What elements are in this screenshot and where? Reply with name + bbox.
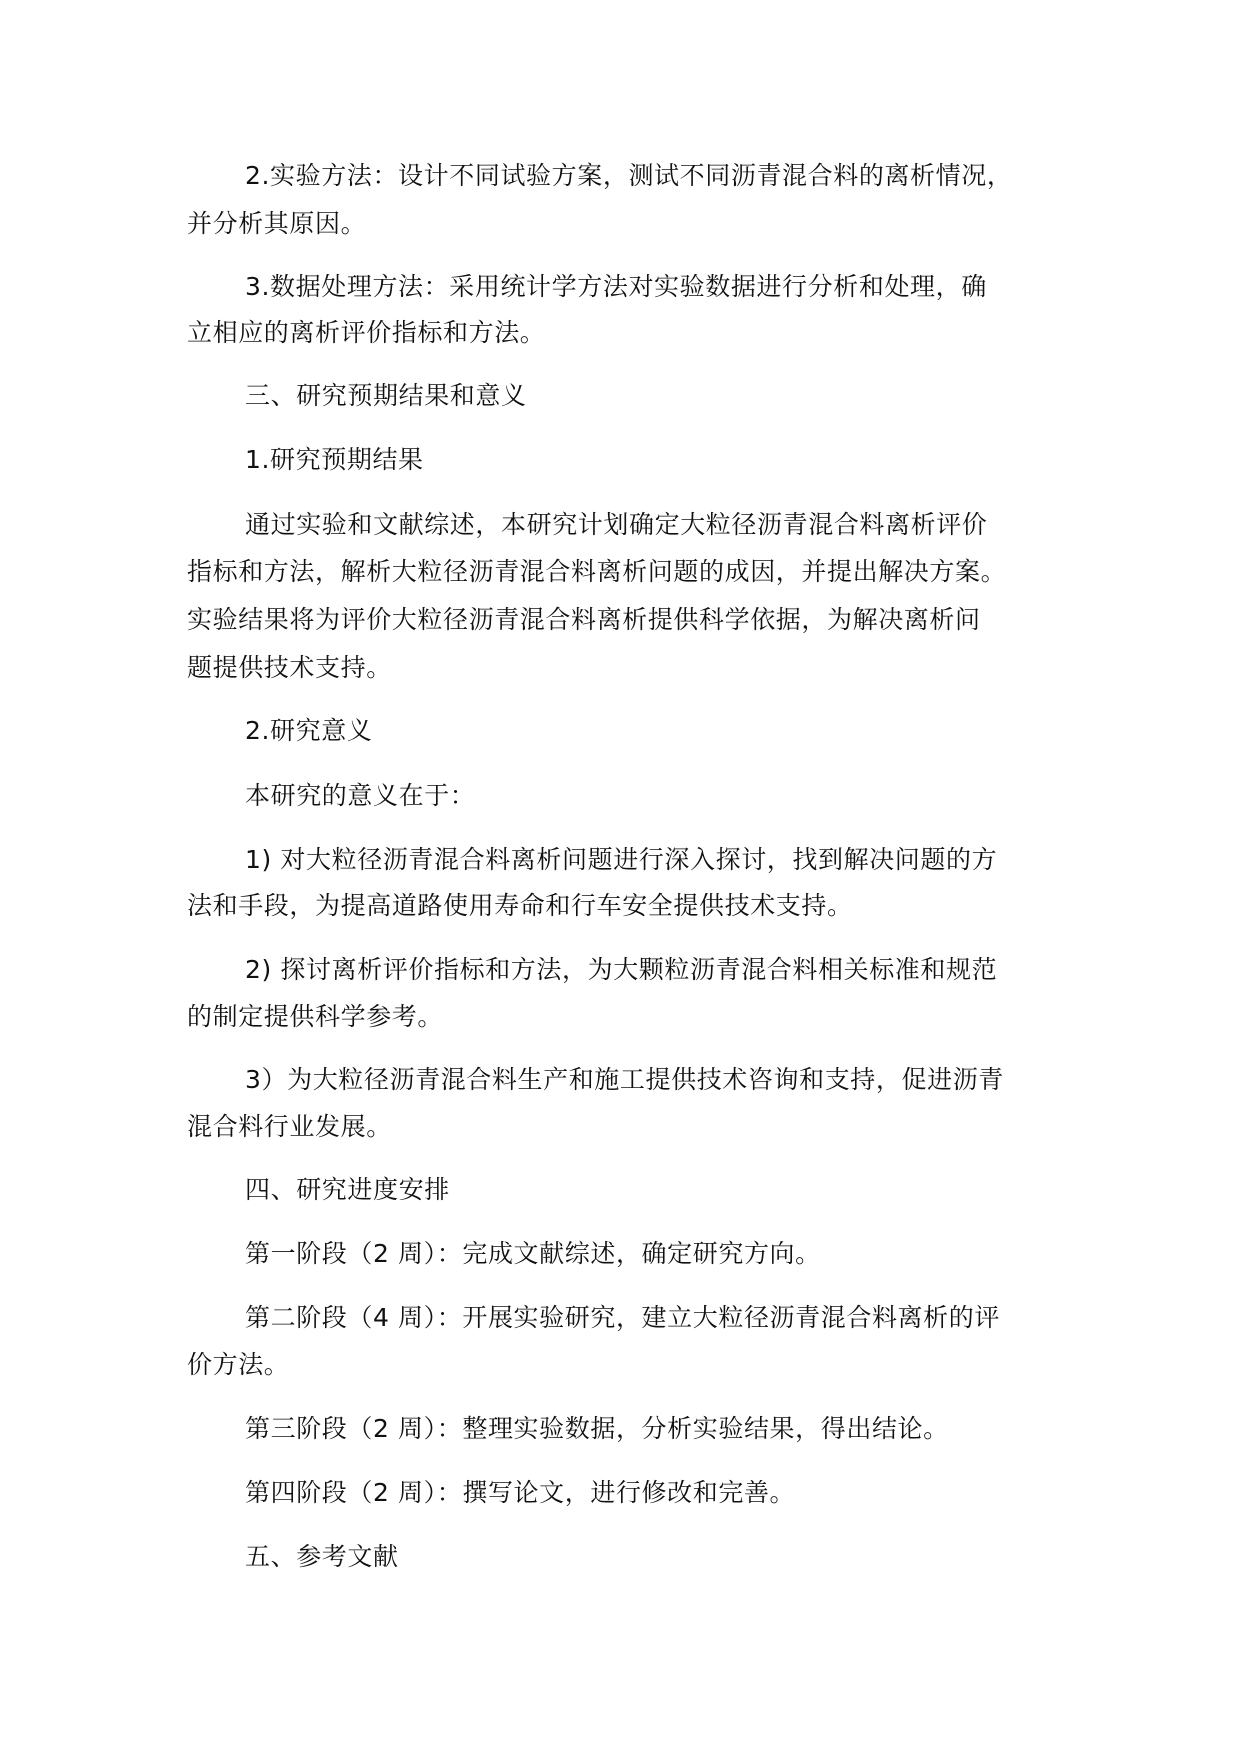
- paragraph-line: 通过实验和文献综述，本研究计划确定大粒径沥青混合料离析评价: [245, 510, 988, 539]
- schedule-line: 第三阶段（2 周）：整理实验数据，分析实验结果，得出结论。: [245, 1414, 949, 1443]
- schedule-line: 价方法。: [187, 1350, 290, 1379]
- paragraph-line: 2.实验方法：设计不同试验方案，测试不同沥青混合料的离析情况，: [245, 161, 1013, 190]
- section-heading: 五、参考文献: [245, 1542, 399, 1571]
- schedule-line: 第一阶段（2 周）：完成文献综述，确定研究方向。: [245, 1239, 821, 1268]
- schedule-line: 第二阶段（4 周）：开展实验研究，建立大粒径沥青混合料离析的评: [245, 1303, 1000, 1332]
- subsection-heading: 2.研究意义: [245, 716, 373, 745]
- list-item-line: 的制定提供科学参考。: [187, 1002, 444, 1031]
- paragraph-line: 指标和方法，解析大粒径沥青混合料离析问题的成因，并提出解决方案。: [187, 557, 1007, 586]
- schedule-line: 第四阶段（2 周）：撰写论文，进行修改和完善。: [245, 1478, 796, 1507]
- paragraph-line: 题提供技术支持。: [187, 653, 392, 682]
- list-item-line: 混合料行业发展。: [187, 1112, 392, 1141]
- list-item-line: 法和手段，为提高道路使用寿命和行车安全提供技术支持。: [187, 891, 853, 920]
- paragraph-line: 并分析其原因。: [187, 209, 367, 238]
- paragraph-line: 本研究的意义在于：: [245, 781, 476, 810]
- paragraph-line: 立相应的离析评价指标和方法。: [187, 318, 546, 347]
- paragraph-line: 实验结果将为评价大粒径沥青混合料离析提供科学依据，为解决离析问: [187, 605, 981, 634]
- list-item-line: 3）为大粒径沥青混合料生产和施工提供技术咨询和支持，促进沥青: [245, 1065, 1004, 1094]
- section-heading: 三、研究预期结果和意义: [245, 381, 527, 410]
- subsection-heading: 1.研究预期结果: [245, 445, 424, 474]
- section-heading: 四、研究进度安排: [245, 1175, 450, 1204]
- list-item-line: 2) 探讨离析评价指标和方法，为大颗粒沥青混合料相关标准和规范: [245, 955, 998, 984]
- paragraph-line: 3.数据处理方法：采用统计学方法对实验数据进行分析和处理，确: [245, 272, 987, 301]
- list-item-line: 1) 对大粒径沥青混合料离析问题进行深入探讨，找到解决问题的方: [245, 845, 998, 874]
